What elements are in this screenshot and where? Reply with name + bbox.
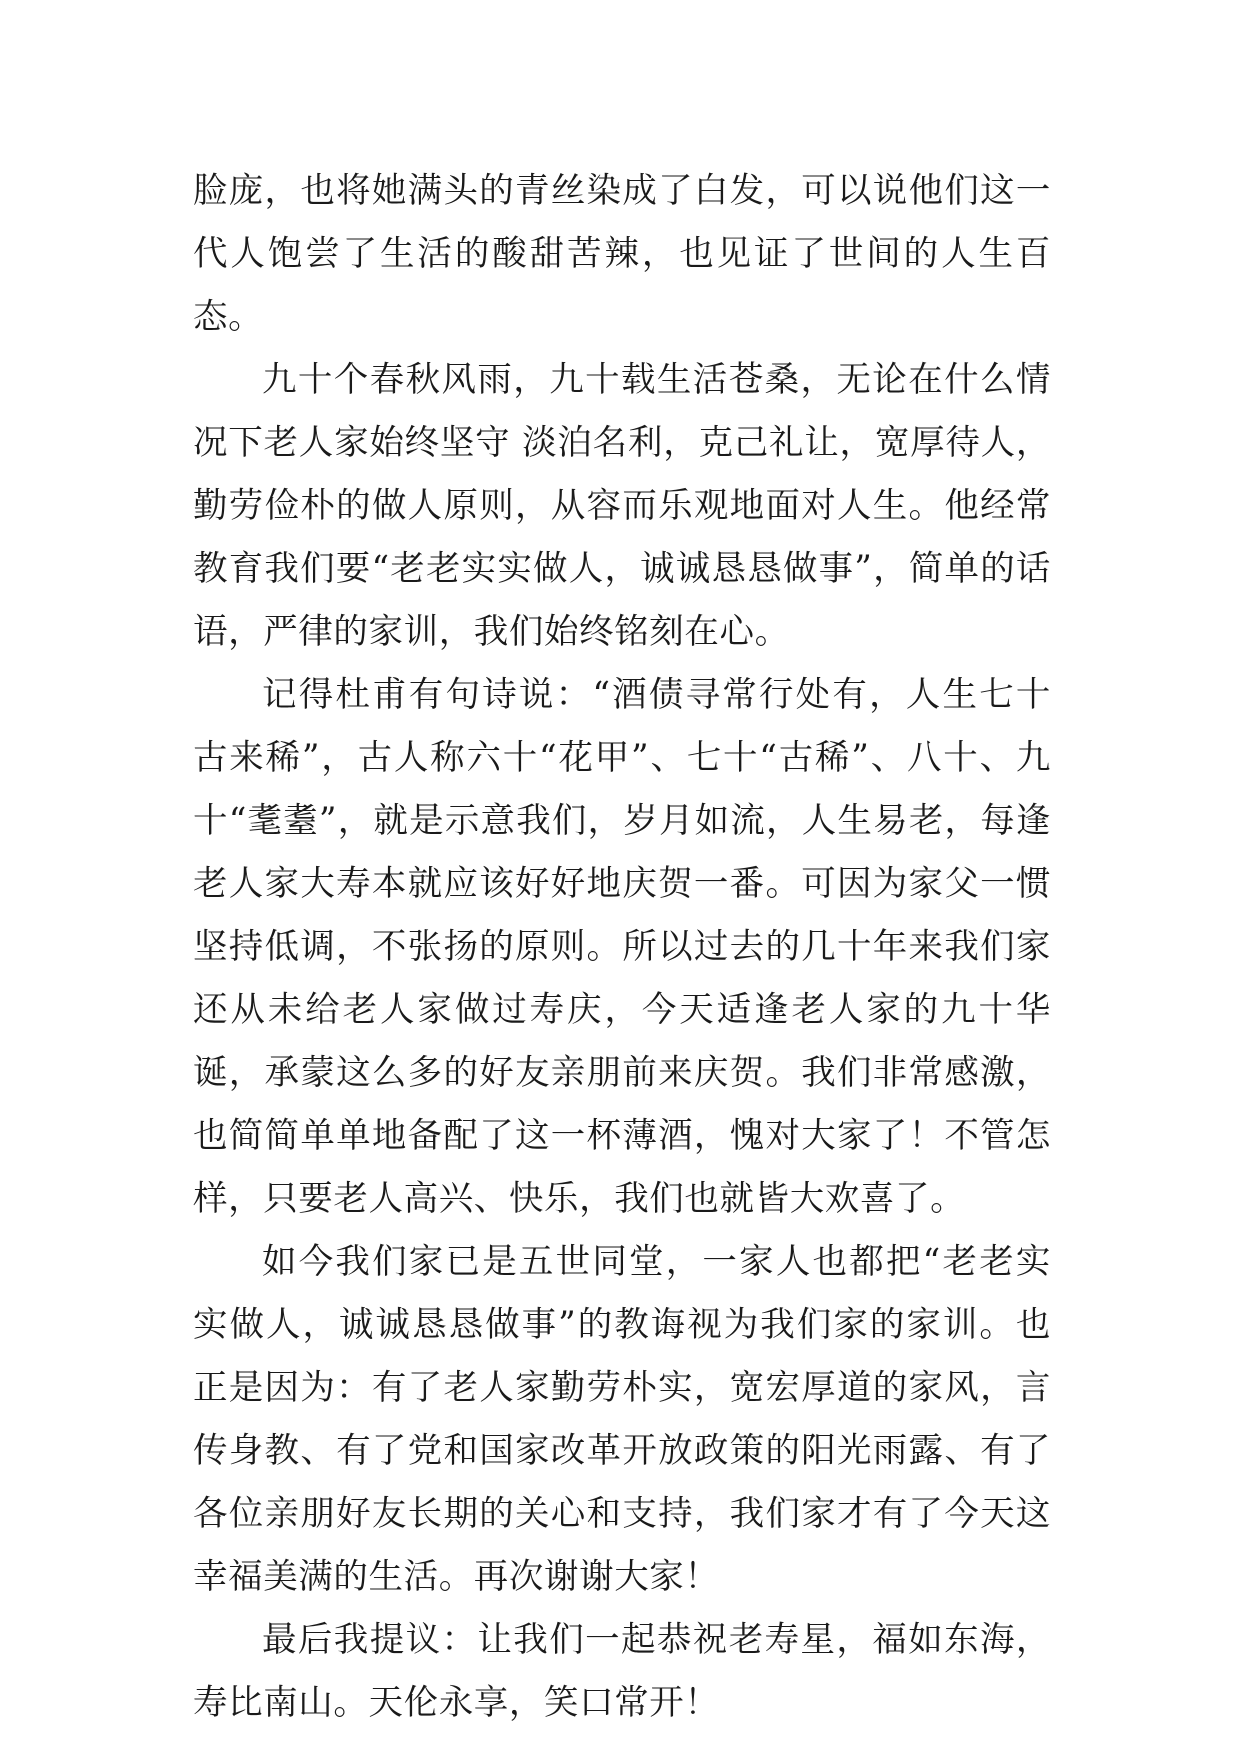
document-body <box>193 160 1051 1735</box>
paragraph-4: 如今我们家已是五世同堂，一家人也都把“老老实实做人，诚诚恳恳做事”的教诲视为我们家的家训。也正是因为：有了老人家勤劳朴实，宽宏厚道的家风，言传身教、有了党和国家改革开放政策的阳光雨露、有了各位亲朋好友长期的关心和支持，我们家才有了今天这幸福美满的生活。再次谢谢大家！ <box>193 1242 1051 1597</box>
paragraph-5: 最后我提议：让我们一起恭祝老寿星，福如东海，寿比南山。天伦永享，笑口常开！ <box>193 1620 1051 1723</box>
paragraph-2: 九十个春秋风雨，九十载生活苍桑，无论在什么情况下老人家始终坚守 淡泊名利，克己礼让，宽厚待人，勤劳俭朴的做人原则，从容而乐观地面对人生。他经常教育我们要“老老实实做人，诚诚恳恳做事”，简单的话语，严律的家训，我们始终铭刻在心。 <box>193 360 1051 652</box>
paragraph-1: 脸庞，也将她满头的青丝染成了白发，可以说他们这一代人饱尝了生活的酸甜苦辣，也见证了世间的人生百态。 <box>193 171 1051 337</box>
paragraph-3: 记得杜甫有句诗说：“酒债寻常行处有，人生七十古来稀”，古人称六十“花甲”、七十“古稀”、八十、九十“耄耋”，就是示意我们，岁月如流，人生易老，每逢老人家大寿本就应该好好地庆贺一番。可因为家父一惯坚持低调，不张扬的原则。所以过去的几十年来我们家还从未给老人家做过寿庆，今天适逢老人家的九十华诞，承蒙这么多的好友亲朋前来庆贺。我们非常感激，也简简单单地备配了这一杯薄酒，愧对大家了！不管怎样，只要老人高兴、快乐，我们也就皆大欢喜了。 <box>193 675 1051 1219</box>
